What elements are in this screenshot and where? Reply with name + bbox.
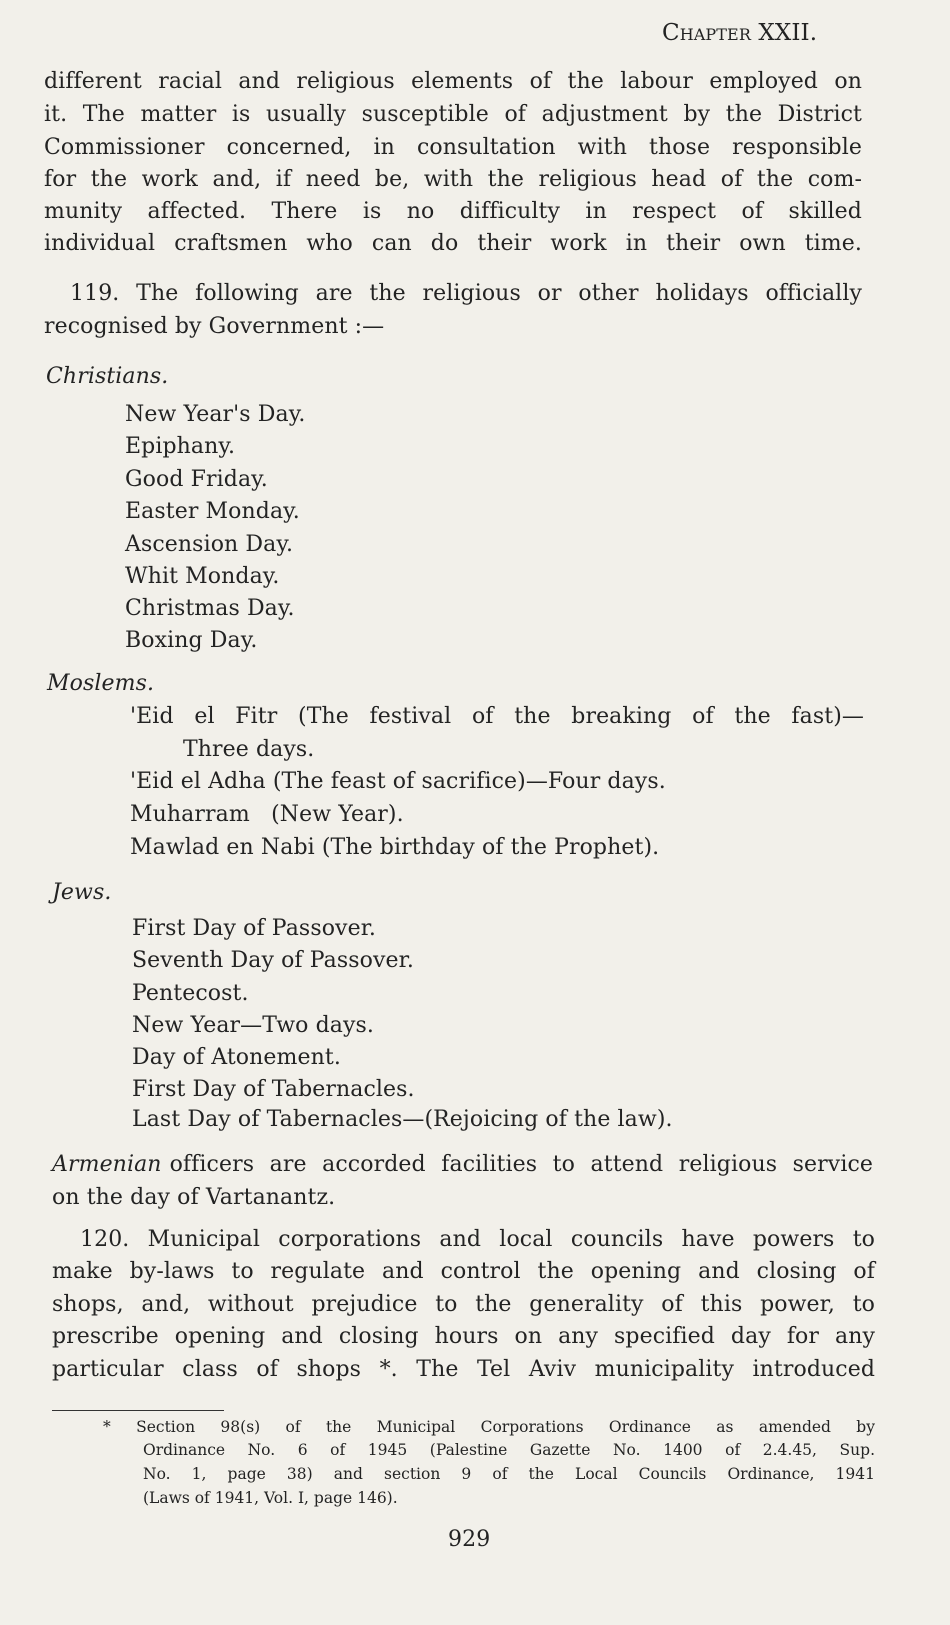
- text-line: particular class of shops *. The Tel Aviv municipality introduced: [52, 1357, 875, 1382]
- list-item: Whit Monday.: [125, 564, 280, 589]
- armenian-label: Armenian: [52, 1152, 162, 1177]
- section-heading: Christians.: [46, 364, 169, 389]
- list-item: Easter Monday.: [125, 499, 300, 524]
- text-line: recognised by Government :—: [44, 314, 385, 339]
- list-item: New Year's Day.: [125, 402, 306, 427]
- list-item: Mawlad en Nabi (The birthday of the Prophet).: [130, 835, 660, 860]
- list-item: New Year—Two days.: [132, 1013, 375, 1038]
- footnote-line: Ordinance No. 6 of 1945 (Palestine Gazette No. 1400 of 2.4.45, Sup.: [143, 1441, 875, 1459]
- list-item: Epiphany.: [125, 434, 236, 459]
- list-item: Seventh Day of Passover.: [132, 948, 414, 973]
- text-line: different racial and religious elements of the labour employed on: [44, 69, 862, 94]
- text-line: Commissioner concerned, in consultation with those responsible: [44, 135, 862, 160]
- list-item: 'Eid el Fitr (The festival of the breaking of the fast)—: [130, 704, 864, 729]
- list-item: 'Eid el Adha (The feast of sacrifice)—Four days.: [130, 769, 666, 794]
- text-line: 119. The following are the religious or other holidays officially: [70, 281, 862, 306]
- footnote-line: * Section 98(s) of the Municipal Corporations Ordinance as amended by: [103, 1418, 875, 1436]
- list-item: Christmas Day.: [125, 596, 295, 621]
- list-item: Last Day of Tabernacles—(Rejoicing of the law).: [132, 1107, 673, 1132]
- text-line: it. The matter is usually susceptible of adjustment by the District: [44, 102, 862, 127]
- text-line: for the work and, if need be, with the religious head of the com-: [44, 167, 862, 192]
- list-item: Day of Atonement.: [132, 1045, 341, 1070]
- list-item: Pentecost.: [132, 981, 249, 1006]
- footnote-line: No. 1, page 38) and section 9 of the Local Councils Ordinance, 1941: [143, 1465, 875, 1483]
- text-line: make by-laws to regulate and control the opening and closing of: [52, 1259, 875, 1284]
- list-item: First Day of Passover.: [132, 916, 376, 941]
- list-item: Three days.: [183, 737, 315, 762]
- text-line: officers are accorded facilities to attend religious service: [169, 1152, 873, 1177]
- footnote-rule: [52, 1410, 224, 1411]
- chapter-header: Chapter XXII.: [662, 20, 818, 46]
- list-item: Good Friday.: [125, 467, 268, 492]
- page-number: 929: [448, 1527, 491, 1552]
- list-item: Muharram (New Year).: [130, 802, 404, 827]
- text-line: shops, and, without prejudice to the generality of this power, to: [52, 1292, 875, 1317]
- section-heading: Moslems.: [47, 671, 155, 696]
- text-line: on the day of Vartanantz.: [52, 1185, 336, 1210]
- list-item: Ascension Day.: [125, 532, 294, 557]
- text-line: individual craftsmen who can do their work in their own time.: [44, 231, 862, 256]
- text-line: prescribe opening and closing hours on any specified day for any: [52, 1324, 875, 1349]
- list-item: Boxing Day.: [125, 628, 258, 653]
- text-line: 120. Municipal corporations and local councils have powers to: [80, 1227, 875, 1252]
- text-line: munity affected. There is no difficulty in respect of skilled: [44, 199, 862, 224]
- footnote-line: (Laws of 1941, Vol. I, page 146).: [143, 1489, 398, 1507]
- section-heading: Jews.: [52, 880, 112, 905]
- list-item: First Day of Tabernacles.: [132, 1077, 415, 1102]
